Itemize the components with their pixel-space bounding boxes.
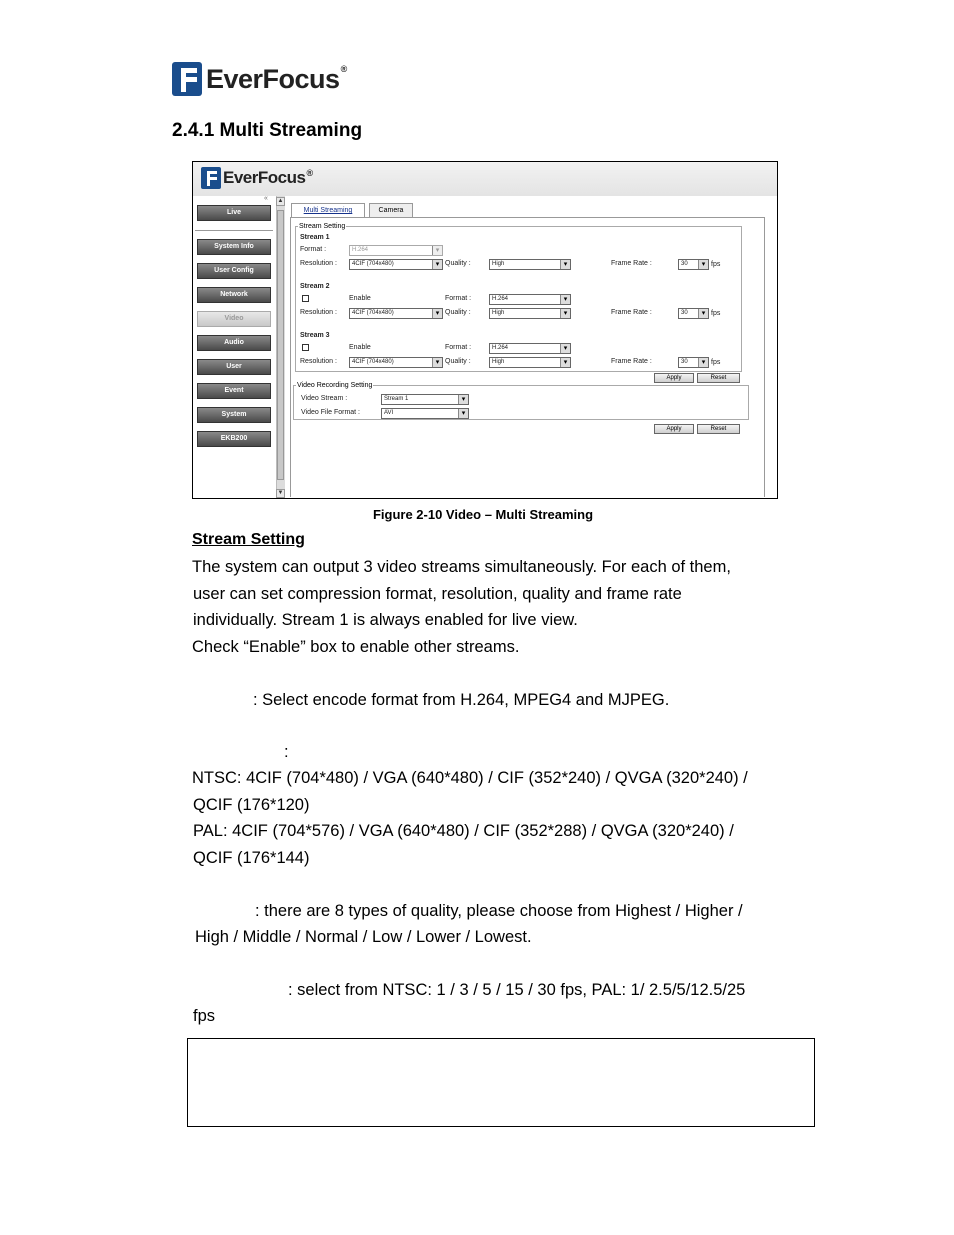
stream2-frame-rate-label: Frame Rate :	[611, 309, 652, 316]
sidebar-item-live[interactable]: Live	[197, 205, 271, 221]
stream3-fps-label: fps	[711, 359, 721, 366]
quality-line-1: : there are 8 types of quality, please choose from Highest / Higher /	[255, 902, 743, 920]
stream1-resolution-select[interactable]: 4CIF (704x480) ▾	[349, 259, 443, 270]
stream3-quality-select[interactable]: High ▾	[489, 357, 571, 368]
sidebar-item-system[interactable]: System	[197, 407, 271, 423]
stream-setting-legend: Stream Setting	[299, 223, 346, 230]
video-file-format-label: Video File Format :	[301, 409, 361, 416]
collapse-sidebar-icon[interactable]: «	[264, 195, 268, 202]
stream3-enable-checkbox[interactable]	[302, 344, 309, 351]
everfocus-logo	[172, 62, 347, 96]
stream2-quality-select[interactable]: High ▾	[489, 308, 571, 319]
sidebar-item-event[interactable]: Event	[197, 383, 271, 399]
recording-reset-button[interactable]: Reset	[697, 424, 740, 434]
stream1-title: Stream 1	[300, 234, 330, 241]
recording-apply-button[interactable]: Apply	[654, 424, 694, 434]
stream3-frame-rate-select[interactable]: 30 ▾	[678, 357, 709, 368]
pal-line-2: QCIF (176*144)	[193, 849, 310, 867]
tab-underline	[290, 217, 765, 218]
stream2-resolution-label: Resolution :	[300, 309, 337, 316]
intro-line-1: The system can output 3 video streams simultaneously. For each of them,	[192, 558, 731, 576]
stream3-enable-label: Enable	[349, 344, 371, 351]
figure-caption: Figure 2-10 Video – Multi Streaming	[372, 507, 594, 522]
stream2-frame-rate-select[interactable]: 30 ▾	[678, 308, 709, 319]
logo-text: EverFocus®	[206, 63, 347, 94]
sidebar-item-system-info[interactable]: System Info	[197, 239, 271, 255]
everfocus-logo-icon	[172, 62, 202, 96]
intro-line-2: user can set compression format, resolution, quality and frame rate	[193, 585, 682, 603]
pal-line-1: PAL: 4CIF (704*576) / VGA (640*480) / CIF (352*288) / QVGA (320*240) /	[193, 822, 734, 840]
video-recording-group	[293, 382, 749, 420]
stream3-title: Stream 3	[300, 332, 330, 339]
resolution-colon: :	[284, 743, 289, 761]
stream3-format-select[interactable]: H.264 ▾	[489, 343, 571, 354]
scroll-down-icon[interactable]: ▼	[277, 490, 284, 496]
stream2-fps-label: fps	[711, 310, 721, 317]
intro-line-3: individually. Stream 1 is always enabled for live view.	[193, 611, 578, 629]
stream1-quality-select[interactable]: High ▾	[489, 259, 571, 270]
format-description: : Select encode format from H.264, MPEG4 and MJPEG.	[253, 691, 670, 709]
scroll-up-icon[interactable]: ▲	[277, 198, 284, 204]
stream3-resolution-label: Resolution :	[300, 358, 337, 365]
stream2-format-label: Format :	[445, 295, 472, 302]
stream1-quality-label: Quality :	[445, 260, 471, 267]
app-logo-text: EverFocus®	[223, 168, 313, 187]
stream3-format-label: Format :	[445, 344, 472, 351]
ntsc-line-2: QCIF (176*120)	[193, 796, 310, 814]
sidebar-divider	[195, 230, 273, 231]
stream3-frame-rate-label: Frame Rate :	[611, 358, 652, 365]
video-recording-legend: Video Recording Setting	[297, 382, 373, 389]
tab-multi-streaming[interactable]: Multi Streaming	[291, 203, 365, 217]
stream1-frame-rate-label: Frame Rate :	[611, 260, 652, 267]
stream2-title: Stream 2	[300, 283, 330, 290]
section-heading: 2.4.1 Multi Streaming	[172, 120, 363, 141]
sidebar-item-user[interactable]: User	[197, 359, 271, 375]
sidebar-item-ekb200[interactable]: EKB200	[197, 431, 271, 447]
stream-reset-button[interactable]: Reset	[697, 373, 740, 383]
stream2-enable-label: Enable	[349, 295, 371, 302]
stream-apply-button[interactable]: Apply	[654, 373, 694, 383]
app-logo	[201, 167, 313, 189]
stream1-resolution-label: Resolution :	[300, 260, 337, 267]
app-logo-icon	[201, 167, 221, 189]
video-stream-label: Video Stream :	[301, 395, 348, 402]
stream3-resolution-select[interactable]: 4CIF (704x480) ▾	[349, 357, 443, 368]
frame-rate-line-1: : select from NTSC: 1 / 3 / 5 / 15 / 30 fps, PAL: 1/ 2.5/5/12.5/25	[288, 981, 746, 999]
stream3-quality-label: Quality :	[445, 358, 471, 365]
intro-line-4: Check “Enable” box to enable other streams.	[192, 638, 520, 656]
sidebar-item-video[interactable]: Video	[197, 311, 271, 327]
app-header	[193, 162, 777, 196]
stream1-frame-rate-select[interactable]: 30 ▾	[678, 259, 709, 270]
note-box	[187, 1038, 815, 1127]
stream1-format-select[interactable]: H.264 ▾	[349, 245, 443, 256]
ui-screenshot	[192, 161, 778, 499]
quality-line-2: High / Middle / Normal / Low / Lower / Lowest.	[195, 928, 532, 946]
video-file-format-select[interactable]: AVI ▾	[381, 408, 469, 419]
scrollbar-thumb[interactable]	[277, 210, 284, 480]
video-stream-select[interactable]: Stream 1 ▾	[381, 394, 469, 405]
stream-setting-title: Stream Setting	[192, 531, 305, 548]
stream1-format-label: Format :	[300, 246, 327, 253]
tab-camera[interactable]: Camera	[369, 203, 413, 217]
ntsc-line-1: NTSC: 4CIF (704*480) / VGA (640*480) / CIF (352*240) / QVGA (320*240) /	[192, 769, 748, 787]
stream2-enable-checkbox[interactable]	[302, 295, 309, 302]
sidebar-item-network[interactable]: Network	[197, 287, 271, 303]
sidebar-item-user-config[interactable]: User Config	[197, 263, 271, 279]
stream1-fps-label: fps	[711, 261, 721, 268]
stream2-format-select[interactable]: H.264 ▾	[489, 294, 571, 305]
frame-rate-line-2: fps	[193, 1007, 216, 1025]
sidebar-item-audio[interactable]: Audio	[197, 335, 271, 351]
stream2-resolution-select[interactable]: 4CIF (704x480) ▾	[349, 308, 443, 319]
stream2-quality-label: Quality :	[445, 309, 471, 316]
